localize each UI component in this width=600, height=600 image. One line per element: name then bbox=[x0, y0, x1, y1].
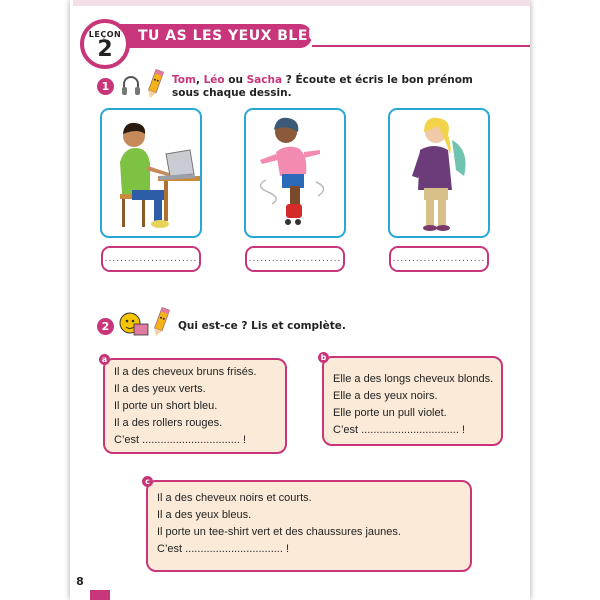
card-b-answer-line[interactable]: C’est ................................ ! bbox=[333, 424, 466, 436]
text-card-c bbox=[146, 480, 472, 572]
name-leo: Léo bbox=[203, 74, 225, 86]
instruction-line-2: sous chaque dessin. bbox=[172, 87, 292, 99]
card-b-line-1: Elle a des longs cheveux blonds. bbox=[333, 373, 494, 385]
text-card-a bbox=[103, 358, 287, 454]
card-a-line-4: Il a des rollers rouges. bbox=[114, 417, 223, 429]
top-band bbox=[73, 0, 530, 6]
card-a-answer-line[interactable]: C’est ................................ ! bbox=[114, 434, 247, 446]
name-tom: Tom bbox=[172, 74, 196, 86]
roller-skater-illustration bbox=[246, 110, 344, 236]
exercise-2-instruction: Qui est-ce ? Lis et complète. bbox=[178, 320, 346, 332]
instruction-text: ? Écoute et écris le bon prénom bbox=[282, 74, 473, 86]
card-c-letter: c bbox=[142, 476, 153, 487]
picture-frame-3 bbox=[388, 108, 490, 238]
lesson-title: TU AS LES YEUX BLEUS ? bbox=[138, 28, 345, 44]
picture-frame-2 bbox=[244, 108, 346, 238]
reading-icon bbox=[118, 310, 150, 338]
exercise-1-number: 1 bbox=[97, 78, 114, 95]
boy-laptop-illustration bbox=[102, 110, 200, 236]
girl-purple-sweater-illustration bbox=[390, 110, 488, 236]
picture-frame-1 bbox=[100, 108, 202, 238]
pencil-icon bbox=[150, 306, 172, 338]
separator: ou bbox=[224, 74, 247, 86]
card-a-line-2: Il a des yeux verts. bbox=[114, 383, 206, 395]
lesson-number: 2 bbox=[97, 37, 113, 62]
page-number: 8 bbox=[70, 572, 90, 600]
card-b-letter: b bbox=[318, 352, 329, 363]
name-sacha: Sacha bbox=[246, 74, 283, 86]
lesson-title-bar bbox=[112, 24, 345, 48]
answer-field-3[interactable]: ........................ bbox=[389, 246, 489, 272]
answer-field-1[interactable]: ........................ bbox=[101, 246, 201, 272]
card-b-line-2: Elle a des yeux noirs. bbox=[333, 390, 438, 402]
title-rule bbox=[312, 45, 530, 47]
card-c-answer-line[interactable]: C’est ................................ ! bbox=[157, 543, 290, 555]
pencil-icon bbox=[144, 68, 166, 100]
headphones-icon bbox=[120, 74, 142, 98]
lesson-word: LEÇON bbox=[88, 30, 122, 39]
card-a-line-1: Il a des cheveux bruns frisés. bbox=[114, 366, 257, 378]
card-c-line-3: Il porte un tee-shirt vert et des chaussures jaunes. bbox=[157, 526, 401, 538]
card-c-line-1: Il a des cheveux noirs et courts. bbox=[157, 492, 312, 504]
card-a-letter: a bbox=[99, 354, 110, 365]
separator: , bbox=[195, 74, 204, 86]
card-b-line-3: Elle porte un pull violet. bbox=[333, 407, 447, 419]
text-card-b bbox=[322, 356, 503, 446]
exercise-1-instruction bbox=[172, 74, 473, 100]
card-a-line-3: Il porte un short bleu. bbox=[114, 400, 218, 412]
card-c-line-2: Il a des yeux bleus. bbox=[157, 509, 252, 521]
lesson-badge bbox=[80, 19, 130, 69]
exercise-2-number: 2 bbox=[97, 318, 114, 335]
answer-field-2[interactable]: ........................ bbox=[245, 246, 345, 272]
